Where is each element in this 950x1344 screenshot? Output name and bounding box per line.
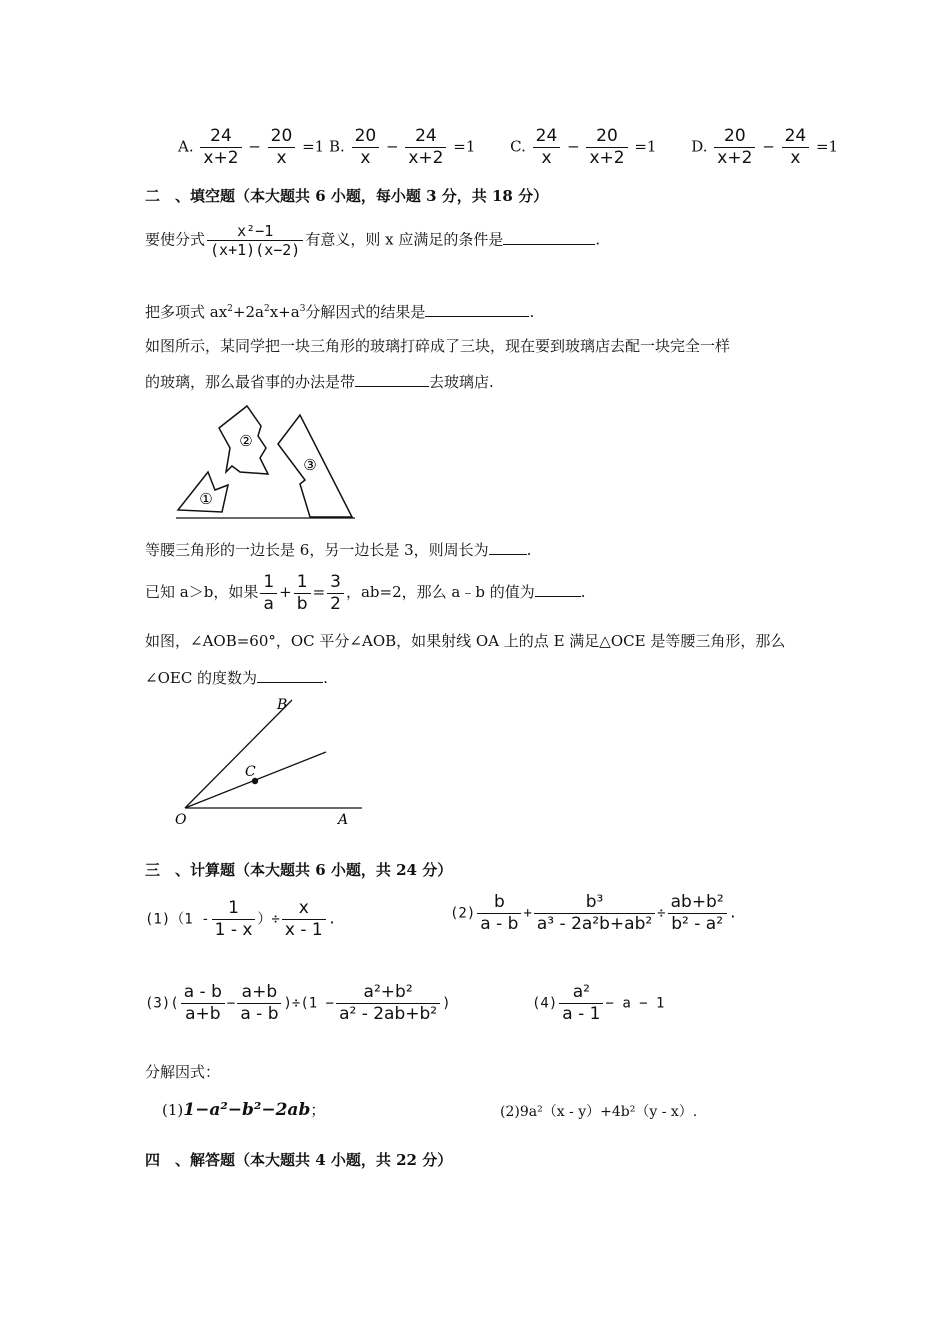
expression-text: − a − 1 bbox=[605, 995, 665, 1012]
fill-question-4 bbox=[145, 540, 531, 560]
calc-question-2 bbox=[450, 892, 737, 935]
choice-label: C. bbox=[510, 137, 526, 156]
section-2-heading: 二 、填空题（本大题共 6 小题，每小题 3 分，共 18 分） bbox=[145, 187, 549, 205]
denominator: a+b bbox=[185, 1004, 221, 1024]
numerator: 20 bbox=[352, 126, 380, 148]
label-a: A bbox=[338, 812, 349, 828]
numerator: b³ bbox=[534, 892, 655, 914]
question-text: 的玻璃，那么最省事的办法是带 bbox=[145, 373, 356, 391]
denominator: x+2 bbox=[717, 148, 753, 168]
calc-question-4 bbox=[532, 982, 665, 1025]
fraction bbox=[714, 126, 755, 169]
choice-a[interactable] bbox=[178, 126, 324, 169]
choice-b[interactable] bbox=[329, 126, 475, 169]
fraction bbox=[668, 892, 727, 935]
expression-text: ) bbox=[442, 995, 451, 1012]
denominator: x bbox=[541, 148, 552, 168]
numerator: 20 bbox=[268, 126, 296, 148]
fill-question-5 bbox=[145, 570, 586, 615]
piece-3-label: ③ bbox=[303, 456, 317, 474]
numerator: a - b bbox=[181, 982, 225, 1004]
period: . bbox=[595, 230, 601, 249]
exponent: 2 bbox=[227, 304, 233, 314]
numerator: x²−1 bbox=[207, 222, 303, 241]
calc-question-3 bbox=[145, 982, 451, 1025]
denominator: (x+1)(x−2) bbox=[210, 241, 301, 259]
numerator: a+b bbox=[237, 982, 281, 1004]
numerator: a² bbox=[559, 982, 603, 1004]
numerator: 20 bbox=[586, 126, 627, 148]
fraction bbox=[559, 982, 603, 1025]
angle-figure bbox=[170, 692, 370, 832]
equals-one: =1 bbox=[453, 137, 476, 156]
choice-d[interactable] bbox=[691, 126, 838, 169]
equals-one: =1 bbox=[634, 137, 657, 156]
numerator: 24 bbox=[405, 126, 446, 148]
denominator: a bbox=[263, 593, 274, 614]
choice-label: A. bbox=[178, 137, 194, 156]
fill-question-3-line-1: 如图所示，某同学把一块三角形的玻璃打碎成了三块，现在要到玻璃店去配一块完全一样 bbox=[145, 337, 731, 355]
denominator: a - 1 bbox=[562, 1004, 601, 1024]
piece-2-label: ② bbox=[239, 432, 253, 450]
denominator: x bbox=[790, 148, 801, 168]
denominator: x - 1 bbox=[284, 920, 323, 940]
denominator: a² - 2ab+b² bbox=[339, 1004, 438, 1024]
question-text: 要使分式 bbox=[145, 230, 206, 249]
question-text: x+a bbox=[269, 303, 300, 321]
label-o: O bbox=[175, 812, 187, 828]
numerator: b bbox=[477, 892, 521, 914]
answer-blank[interactable] bbox=[257, 668, 323, 683]
denominator: a - b bbox=[480, 914, 519, 934]
minus-sign: − bbox=[226, 995, 236, 1012]
question-number: (3) bbox=[145, 995, 171, 1012]
numerator: 1 bbox=[212, 898, 256, 920]
fraction bbox=[237, 982, 281, 1025]
period: . bbox=[728, 905, 738, 922]
minus-sign: − bbox=[248, 137, 261, 156]
answer-blank[interactable] bbox=[355, 372, 429, 387]
choice-label: B. bbox=[328, 137, 345, 156]
choices-row bbox=[178, 126, 838, 169]
denominator: x+2 bbox=[203, 148, 239, 168]
piece-1-label: ① bbox=[199, 490, 213, 508]
question-text: ∠OEC 的度数为 bbox=[145, 669, 258, 687]
numerator: ab+b² bbox=[668, 892, 727, 914]
plus-sign: + bbox=[523, 905, 532, 922]
fill-question-3-line-2 bbox=[145, 372, 494, 392]
numerator: 24 bbox=[533, 126, 561, 148]
fraction bbox=[533, 126, 561, 169]
fill-question-6-line-1: 如图，∠AOB=60°，OC 平分∠AOB，如果射线 OA 上的点 E 满足△OCE 是等腰三角形，那么 bbox=[145, 632, 786, 650]
numerator: 20 bbox=[714, 126, 755, 148]
exponent: 2 bbox=[263, 304, 270, 314]
numerator: a²+b² bbox=[336, 982, 440, 1004]
expression-text: 1−a²−b²−2ab bbox=[183, 1100, 311, 1120]
numerator: 1 bbox=[294, 572, 311, 594]
question-number: (4) bbox=[532, 995, 558, 1012]
minus-sign: − bbox=[385, 137, 399, 156]
fraction bbox=[260, 572, 277, 615]
question-number: (1) bbox=[162, 1101, 184, 1119]
plus-sign: + bbox=[279, 583, 292, 601]
period: . bbox=[526, 541, 532, 559]
fraction bbox=[782, 126, 810, 169]
choice-label: D. bbox=[691, 137, 708, 156]
question-text: 已知 a＞b，如果 bbox=[145, 583, 259, 601]
numerator: 3 bbox=[327, 572, 344, 594]
expression-text: （1 - bbox=[170, 911, 210, 928]
numerator: 24 bbox=[200, 126, 241, 148]
fraction bbox=[477, 892, 521, 935]
answer-blank[interactable] bbox=[503, 230, 595, 245]
section-4-heading: 四 、解答题（本大题共 4 小题，共 22 分） bbox=[145, 1151, 453, 1169]
answer-blank[interactable] bbox=[425, 302, 529, 317]
fraction bbox=[200, 126, 241, 169]
fraction bbox=[336, 982, 440, 1025]
question-text: 等腰三角形的一边长是 6，另一边长是 3，则周长为 bbox=[145, 541, 489, 559]
fill-question-2 bbox=[145, 302, 534, 322]
ray-ob bbox=[185, 700, 292, 808]
denominator: x bbox=[360, 148, 371, 168]
numerator: 1 bbox=[260, 572, 277, 594]
question-number: (2) bbox=[450, 905, 476, 922]
denominator: x+2 bbox=[408, 148, 444, 168]
denominator: 2 bbox=[330, 593, 341, 614]
answer-blank[interactable] bbox=[489, 540, 527, 555]
equals-sign: = bbox=[312, 583, 326, 601]
division-sign: ÷ bbox=[657, 905, 666, 922]
question-text: +2a bbox=[232, 303, 264, 321]
denominator: 1 - x bbox=[214, 920, 253, 940]
broken-glass-figure bbox=[170, 400, 360, 522]
denominator: x+2 bbox=[589, 148, 625, 168]
semicolon: ； bbox=[310, 1101, 326, 1119]
denominator: b² - a² bbox=[671, 914, 724, 934]
expression-text: ）÷ bbox=[257, 911, 280, 928]
equals-one: =1 bbox=[815, 137, 839, 156]
denominator: a - b bbox=[240, 1004, 279, 1024]
fraction bbox=[181, 982, 225, 1025]
calc-question-1 bbox=[145, 898, 336, 941]
question-text: 去玻璃店. bbox=[429, 373, 494, 391]
question-text: ，ab=2，那么 a﹣b 的值为 bbox=[345, 583, 535, 601]
question-text: 分解因式的结果是 bbox=[305, 303, 426, 321]
period: . bbox=[327, 911, 337, 928]
fraction bbox=[327, 572, 344, 615]
label-b: B bbox=[277, 697, 288, 713]
denominator: x bbox=[276, 148, 287, 168]
question-text: 有意义，则 x 应满足的条件是 bbox=[305, 230, 504, 249]
numerator: x bbox=[282, 898, 326, 920]
denominator: b bbox=[296, 593, 308, 614]
fraction bbox=[352, 126, 380, 169]
fill-question-6-line-2 bbox=[145, 668, 328, 688]
period: . bbox=[529, 303, 535, 321]
fraction bbox=[268, 126, 296, 169]
fraction bbox=[282, 898, 326, 941]
fraction bbox=[207, 222, 303, 259]
section-3-heading: 三 、计算题（本大题共 6 小题，共 24 分） bbox=[145, 861, 453, 879]
minus-sign: − bbox=[567, 137, 580, 156]
fraction bbox=[212, 898, 256, 941]
fraction bbox=[294, 572, 311, 615]
question-number: (1) bbox=[145, 911, 171, 928]
exponent: 3 bbox=[299, 304, 306, 314]
label-c: C bbox=[245, 764, 256, 780]
fraction bbox=[534, 892, 655, 935]
choice-c[interactable] bbox=[510, 126, 656, 169]
period: . bbox=[580, 583, 586, 601]
factor-question-2: (2)9a²（x - y）+4b²（y - x）. bbox=[500, 1104, 698, 1120]
fraction bbox=[586, 126, 627, 169]
period: . bbox=[323, 669, 328, 687]
minus-sign: − bbox=[762, 137, 775, 156]
question-text: 把多项式 ax bbox=[145, 303, 228, 321]
denominator: a³ - 2a²b+ab² bbox=[536, 914, 653, 934]
equals-one: =1 bbox=[302, 137, 325, 156]
fill-question-1 bbox=[145, 222, 600, 259]
factor-heading: 分解因式： bbox=[145, 1063, 221, 1081]
expression-text: )÷(1 − bbox=[283, 995, 335, 1012]
factor-question-1 bbox=[162, 1100, 325, 1120]
expression-text: ( bbox=[170, 995, 179, 1012]
answer-blank[interactable] bbox=[535, 582, 581, 597]
fraction bbox=[405, 126, 446, 169]
numerator: 24 bbox=[782, 126, 810, 148]
